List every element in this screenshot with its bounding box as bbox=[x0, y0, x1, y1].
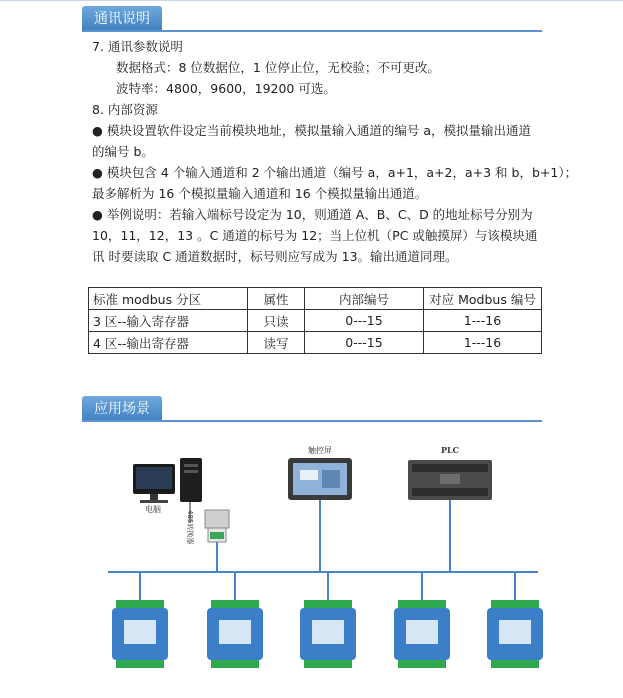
pc-tower-icon bbox=[180, 458, 202, 502]
table-cell: 3 区--输入寄存器 bbox=[89, 310, 248, 332]
rs485-converter-icon bbox=[205, 510, 229, 542]
data-format-text: 数据格式：8 位数据位，1 位停止位，无校验；不可更改。 bbox=[116, 60, 440, 75]
plc-label: PLC bbox=[440, 445, 460, 455]
resource-para-3c: 讯 时要读取 C 通道数据时，标号则应写成为 13。输出通道同理。 bbox=[92, 249, 458, 264]
converter-label: 485转换器 bbox=[186, 510, 194, 545]
table-header-cell: 属性 bbox=[248, 288, 305, 310]
section-rule bbox=[82, 30, 542, 32]
comm-text-block bbox=[92, 36, 578, 267]
table-cell: 读写 bbox=[248, 332, 305, 354]
table-cell: 0---15 bbox=[305, 310, 424, 332]
io-module-icon bbox=[300, 572, 356, 668]
table-cell: 4 区--输出寄存器 bbox=[89, 332, 248, 354]
table-cell: 只读 bbox=[248, 310, 305, 332]
table-header-cell: 内部编号 bbox=[305, 288, 424, 310]
table-cell: 0---15 bbox=[305, 332, 424, 354]
table-header-row bbox=[89, 288, 542, 310]
table-row bbox=[89, 310, 542, 332]
io-module-icon bbox=[394, 572, 450, 668]
modbus-table bbox=[88, 287, 542, 354]
pc-monitor-icon bbox=[133, 464, 175, 503]
section-title-app: 应用场景 bbox=[82, 396, 162, 422]
table-header-cell: 标准 modbus 分区 bbox=[89, 288, 248, 310]
section-rule bbox=[82, 420, 542, 422]
application-diagram bbox=[0, 440, 623, 698]
resource-para-1b: 的编号 b。 bbox=[92, 144, 154, 159]
io-module-icon bbox=[112, 572, 168, 668]
io-module-icon bbox=[207, 572, 263, 668]
table-cell: 1---16 bbox=[424, 332, 542, 354]
resource-para-2b: 最多解析为 16 个模拟量输入通道和 16 个模拟量输出通道。 bbox=[92, 186, 428, 201]
top-divider bbox=[0, 0, 623, 1]
io-module-icon bbox=[487, 572, 543, 668]
resource-para-3b: 10，11，12，13 。C 通道的标号为 12；当上位机（PC 或触摸屏）与该模块通 bbox=[92, 228, 538, 243]
touch-screen-icon bbox=[288, 458, 352, 500]
table-header-cell: 对应 Modbus 编号 bbox=[424, 288, 542, 310]
resource-para-1a: ● 模块设置软件设定当前模块地址，模拟量输入通道的编号 a，模拟量输出通道 bbox=[92, 123, 532, 138]
resource-para-3a: ● 举例说明：若输入端标号设定为 10，则通道 A、B、C、D 的地址标号分别为 bbox=[92, 207, 533, 222]
hmi-label: 触控屏 bbox=[308, 446, 332, 455]
resource-para-2a: ● 模块包含 4 个输入通道和 2 个输出通道（编号 a，a+1，a+2，a+3 和 b，b+1）； bbox=[92, 165, 578, 180]
pc-label: 电脑 bbox=[145, 505, 161, 514]
section-header-comm bbox=[82, 6, 542, 32]
plc-icon bbox=[408, 460, 492, 500]
comm-params-heading: 7. 通讯参数说明 bbox=[92, 39, 183, 54]
module-group bbox=[112, 572, 543, 668]
table-row bbox=[89, 332, 542, 354]
table-cell: 1---16 bbox=[424, 310, 542, 332]
section-title-comm: 通讯说明 bbox=[82, 6, 162, 32]
section-header-app bbox=[82, 396, 542, 422]
baud-rate-text: 波特率：4800，9600，19200 可选。 bbox=[116, 81, 336, 96]
resources-heading: 8. 内部资源 bbox=[92, 102, 158, 117]
